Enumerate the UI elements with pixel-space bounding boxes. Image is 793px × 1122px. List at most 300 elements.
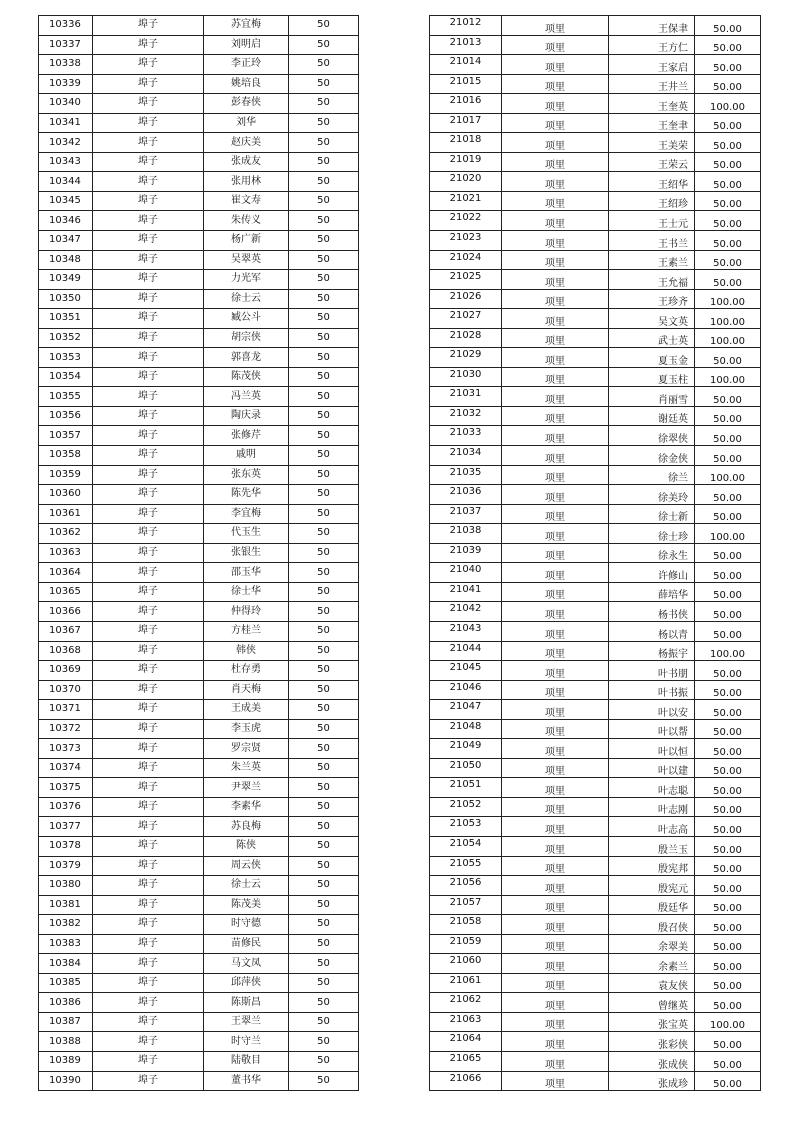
name-cell: 苏良梅: [204, 817, 289, 837]
id-cell: 10337: [39, 35, 93, 55]
id-cell: 10382: [39, 915, 93, 935]
amount-cell: 50.00: [695, 993, 761, 1013]
village-cell: 埠子: [93, 35, 204, 55]
village-cell: 项里: [502, 94, 609, 114]
id-cell: 21060: [430, 954, 502, 974]
amount-cell: 50: [289, 954, 359, 974]
amount-cell: 50: [289, 465, 359, 485]
right-roster-table: [429, 15, 761, 1091]
table-row: [39, 973, 359, 993]
amount-cell: 50.00: [695, 406, 761, 426]
village-cell: 项里: [502, 641, 609, 661]
id-cell: 21026: [430, 289, 502, 309]
name-cell: 杨广新: [204, 231, 289, 251]
table-row: [430, 661, 761, 681]
name-cell: 彭春侠: [204, 94, 289, 114]
amount-cell: 50.00: [695, 16, 761, 36]
village-cell: 埠子: [93, 739, 204, 759]
id-cell: 10367: [39, 621, 93, 641]
table-row: [430, 191, 761, 211]
name-cell: 苏宜梅: [204, 16, 289, 36]
table-row: [430, 1071, 761, 1091]
village-cell: 埠子: [93, 895, 204, 915]
name-cell: 陈茂侠: [204, 367, 289, 387]
name-cell: 徐金侠: [609, 446, 695, 466]
amount-cell: 50: [289, 1032, 359, 1052]
village-cell: 埠子: [93, 543, 204, 563]
id-cell: 10373: [39, 739, 93, 759]
table-row: [39, 191, 359, 211]
name-cell: 张东英: [204, 465, 289, 485]
name-cell: 陈侠: [204, 836, 289, 856]
amount-cell: 50: [289, 602, 359, 622]
village-cell: 项里: [502, 1012, 609, 1032]
name-cell: 仲得玲: [204, 602, 289, 622]
name-cell: 徐士珍: [609, 524, 695, 544]
name-cell: 曾继英: [609, 993, 695, 1013]
table-row: [430, 406, 761, 426]
village-cell: 埠子: [93, 1071, 204, 1091]
id-cell: 10383: [39, 934, 93, 954]
id-cell: 10343: [39, 152, 93, 172]
id-cell: 21036: [430, 485, 502, 505]
table-row: [430, 836, 761, 856]
amount-cell: 50: [289, 661, 359, 681]
id-cell: 10336: [39, 16, 93, 36]
amount-cell: 50.00: [695, 504, 761, 524]
table-row: [430, 74, 761, 94]
village-cell: 项里: [502, 836, 609, 856]
village-cell: 埠子: [93, 661, 204, 681]
name-cell: 殷召侠: [609, 915, 695, 935]
table-row: [39, 1051, 359, 1071]
village-cell: 埠子: [93, 876, 204, 896]
id-cell: 10338: [39, 55, 93, 75]
id-cell: 21050: [430, 758, 502, 778]
id-cell: 10362: [39, 524, 93, 544]
table-row: [39, 270, 359, 290]
name-cell: 代玉生: [204, 524, 289, 544]
amount-cell: 50: [289, 582, 359, 602]
amount-cell: 100.00: [695, 309, 761, 329]
village-cell: 项里: [502, 954, 609, 974]
village-cell: 项里: [502, 328, 609, 348]
id-cell: 21042: [430, 602, 502, 622]
name-cell: 王书兰: [609, 231, 695, 251]
name-cell: 李玉虎: [204, 719, 289, 739]
amount-cell: 50: [289, 348, 359, 368]
id-cell: 10374: [39, 758, 93, 778]
amount-cell: 50.00: [695, 700, 761, 720]
name-cell: 叶志刚: [609, 797, 695, 817]
village-cell: 埠子: [93, 250, 204, 270]
id-cell: 21029: [430, 348, 502, 368]
amount-cell: 50.00: [695, 1051, 761, 1071]
name-cell: 徐士华: [204, 582, 289, 602]
table-row: [430, 778, 761, 798]
amount-cell: 50: [289, 289, 359, 309]
table-row: [430, 367, 761, 387]
name-cell: 余翠美: [609, 934, 695, 954]
table-row: [39, 133, 359, 153]
id-cell: 10339: [39, 74, 93, 94]
name-cell: 叶以建: [609, 758, 695, 778]
name-cell: 张成友: [204, 152, 289, 172]
village-cell: 埠子: [93, 915, 204, 935]
amount-cell: 50.00: [695, 876, 761, 896]
name-cell: 杜存勇: [204, 661, 289, 681]
amount-cell: 50.00: [695, 35, 761, 55]
village-cell: 埠子: [93, 934, 204, 954]
id-cell: 10349: [39, 270, 93, 290]
amount-cell: 50: [289, 1012, 359, 1032]
name-cell: 韩侠: [204, 641, 289, 661]
name-cell: 张银生: [204, 543, 289, 563]
table-row: [430, 152, 761, 172]
amount-cell: 50: [289, 680, 359, 700]
name-cell: 张成侠: [609, 1051, 695, 1071]
amount-cell: 50.00: [695, 250, 761, 270]
village-cell: 项里: [502, 1071, 609, 1091]
table-row: [39, 797, 359, 817]
table-row: [39, 778, 359, 798]
village-cell: 埠子: [93, 406, 204, 426]
name-cell: 戚明: [204, 446, 289, 466]
amount-cell: 50: [289, 1071, 359, 1091]
village-cell: 埠子: [93, 348, 204, 368]
id-cell: 21027: [430, 309, 502, 329]
amount-cell: 100.00: [695, 641, 761, 661]
table-row: [430, 231, 761, 251]
village-cell: 项里: [502, 387, 609, 407]
name-cell: 马文凤: [204, 954, 289, 974]
name-cell: 邱萍侠: [204, 973, 289, 993]
village-cell: 项里: [502, 35, 609, 55]
table-row: [39, 661, 359, 681]
table-row: [39, 55, 359, 75]
name-cell: 陈茂美: [204, 895, 289, 915]
table-row: [430, 172, 761, 192]
amount-cell: 50: [289, 1051, 359, 1071]
id-cell: 10345: [39, 191, 93, 211]
amount-cell: 50: [289, 621, 359, 641]
name-cell: 冯兰英: [204, 387, 289, 407]
id-cell: 10344: [39, 172, 93, 192]
table-row: [430, 915, 761, 935]
table-row: [39, 211, 359, 231]
id-cell: 10352: [39, 328, 93, 348]
id-cell: 21035: [430, 465, 502, 485]
amount-cell: 50: [289, 426, 359, 446]
id-cell: 21016: [430, 94, 502, 114]
id-cell: 21048: [430, 719, 502, 739]
table-row: [39, 1012, 359, 1032]
village-cell: 埠子: [93, 954, 204, 974]
amount-cell: 50.00: [695, 387, 761, 407]
id-cell: 21041: [430, 582, 502, 602]
amount-cell: 50: [289, 876, 359, 896]
table-row: [39, 934, 359, 954]
table-row: [430, 250, 761, 270]
amount-cell: 50: [289, 328, 359, 348]
amount-cell: 50.00: [695, 348, 761, 368]
name-cell: 殷兰玉: [609, 836, 695, 856]
village-cell: 项里: [502, 231, 609, 251]
name-cell: 王士元: [609, 211, 695, 231]
name-cell: 叶书朋: [609, 661, 695, 681]
id-cell: 10341: [39, 113, 93, 133]
table-row: [39, 563, 359, 583]
name-cell: 叶志高: [609, 817, 695, 837]
amount-cell: 50: [289, 485, 359, 505]
id-cell: 10358: [39, 446, 93, 466]
amount-cell: 50.00: [695, 602, 761, 622]
table-row: [430, 309, 761, 329]
id-cell: 21057: [430, 895, 502, 915]
id-cell: 21049: [430, 739, 502, 759]
table-row: [430, 739, 761, 759]
id-cell: 10368: [39, 641, 93, 661]
table-row: [39, 446, 359, 466]
name-cell: 张用林: [204, 172, 289, 192]
village-cell: 埠子: [93, 719, 204, 739]
table-row: [430, 856, 761, 876]
id-cell: 10372: [39, 719, 93, 739]
amount-cell: 50.00: [695, 739, 761, 759]
left-table-body: [39, 16, 359, 1091]
amount-cell: 50.00: [695, 797, 761, 817]
name-cell: 吴翠英: [204, 250, 289, 270]
id-cell: 21066: [430, 1071, 502, 1091]
village-cell: 项里: [502, 876, 609, 896]
name-cell: 余素兰: [609, 954, 695, 974]
amount-cell: 50.00: [695, 563, 761, 583]
name-cell: 徐美玲: [609, 485, 695, 505]
amount-cell: 50.00: [695, 211, 761, 231]
village-cell: 埠子: [93, 367, 204, 387]
village-cell: 埠子: [93, 856, 204, 876]
village-cell: 项里: [502, 915, 609, 935]
id-cell: 21062: [430, 993, 502, 1013]
village-cell: 项里: [502, 152, 609, 172]
name-cell: 陶庆录: [204, 406, 289, 426]
amount-cell: 50.00: [695, 133, 761, 153]
village-cell: 项里: [502, 1051, 609, 1071]
id-cell: 21055: [430, 856, 502, 876]
id-cell: 10359: [39, 465, 93, 485]
table-row: [39, 465, 359, 485]
name-cell: 杨以青: [609, 621, 695, 641]
village-cell: 项里: [502, 797, 609, 817]
name-cell: 李素华: [204, 797, 289, 817]
table-row: [39, 289, 359, 309]
id-cell: 21061: [430, 973, 502, 993]
name-cell: 时守德: [204, 915, 289, 935]
name-cell: 李正玲: [204, 55, 289, 75]
id-cell: 10379: [39, 856, 93, 876]
name-cell: 叶以帮: [609, 719, 695, 739]
amount-cell: 50: [289, 895, 359, 915]
table-row: [430, 1012, 761, 1032]
village-cell: 项里: [502, 680, 609, 700]
village-cell: 项里: [502, 270, 609, 290]
table-row: [39, 35, 359, 55]
amount-cell: 50: [289, 55, 359, 75]
id-cell: 21037: [430, 504, 502, 524]
id-cell: 10390: [39, 1071, 93, 1091]
village-cell: 埠子: [93, 524, 204, 544]
name-cell: 王井兰: [609, 74, 695, 94]
amount-cell: 50.00: [695, 231, 761, 251]
amount-cell: 50.00: [695, 954, 761, 974]
id-cell: 21065: [430, 1051, 502, 1071]
amount-cell: 50: [289, 739, 359, 759]
amount-cell: 50: [289, 133, 359, 153]
village-cell: 项里: [502, 621, 609, 641]
village-cell: 埠子: [93, 836, 204, 856]
table-row: [39, 739, 359, 759]
id-cell: 10377: [39, 817, 93, 837]
id-cell: 10346: [39, 211, 93, 231]
id-cell: 10381: [39, 895, 93, 915]
amount-cell: 50.00: [695, 915, 761, 935]
village-cell: 埠子: [93, 641, 204, 661]
name-cell: 王翠兰: [204, 1012, 289, 1032]
id-cell: 10360: [39, 485, 93, 505]
village-cell: 项里: [502, 250, 609, 270]
name-cell: 方桂兰: [204, 621, 289, 641]
village-cell: 埠子: [93, 680, 204, 700]
amount-cell: 100.00: [695, 524, 761, 544]
name-cell: 王保聿: [609, 16, 695, 36]
id-cell: 10340: [39, 94, 93, 114]
name-cell: 王珍齐: [609, 289, 695, 309]
table-row: [430, 543, 761, 563]
name-cell: 陈先华: [204, 485, 289, 505]
table-row: [430, 387, 761, 407]
name-cell: 刘明启: [204, 35, 289, 55]
amount-cell: 50: [289, 367, 359, 387]
id-cell: 21033: [430, 426, 502, 446]
village-cell: 埠子: [93, 172, 204, 192]
amount-cell: 50.00: [695, 1032, 761, 1052]
name-cell: 朱传义: [204, 211, 289, 231]
id-cell: 10348: [39, 250, 93, 270]
table-row: [430, 465, 761, 485]
amount-cell: 50.00: [695, 74, 761, 94]
right-table-body: [430, 16, 761, 1091]
table-row: [430, 680, 761, 700]
amount-cell: 50: [289, 856, 359, 876]
table-row: [430, 504, 761, 524]
table-row: [39, 231, 359, 251]
table-row: [39, 16, 359, 36]
amount-cell: 50: [289, 758, 359, 778]
id-cell: 10342: [39, 133, 93, 153]
table-row: [39, 876, 359, 896]
id-cell: 21032: [430, 406, 502, 426]
name-cell: 徐永生: [609, 543, 695, 563]
table-row: [430, 16, 761, 36]
id-cell: 21030: [430, 367, 502, 387]
table-row: [430, 289, 761, 309]
name-cell: 李宜梅: [204, 504, 289, 524]
table-row: [39, 543, 359, 563]
table-row: [430, 35, 761, 55]
id-cell: 21034: [430, 446, 502, 466]
id-cell: 10351: [39, 309, 93, 329]
amount-cell: 50.00: [695, 934, 761, 954]
table-row: [39, 113, 359, 133]
id-cell: 21039: [430, 543, 502, 563]
village-cell: 项里: [502, 973, 609, 993]
village-cell: 项里: [502, 895, 609, 915]
id-cell: 21046: [430, 680, 502, 700]
amount-cell: 50: [289, 563, 359, 583]
table-row: [430, 113, 761, 133]
id-cell: 10361: [39, 504, 93, 524]
village-cell: 埠子: [93, 231, 204, 251]
amount-cell: 50.00: [695, 1071, 761, 1091]
amount-cell: 50: [289, 94, 359, 114]
amount-cell: 50: [289, 817, 359, 837]
village-cell: 项里: [502, 113, 609, 133]
table-row: [430, 524, 761, 544]
id-cell: 10364: [39, 563, 93, 583]
table-row: [39, 641, 359, 661]
id-cell: 21053: [430, 817, 502, 837]
table-row: [39, 328, 359, 348]
village-cell: 项里: [502, 55, 609, 75]
table-row: [430, 973, 761, 993]
amount-cell: 50.00: [695, 621, 761, 641]
amount-cell: 50: [289, 973, 359, 993]
table-row: [430, 700, 761, 720]
table-row: [39, 621, 359, 641]
name-cell: 苗修民: [204, 934, 289, 954]
name-cell: 尹翠兰: [204, 778, 289, 798]
table-row: [39, 367, 359, 387]
name-cell: 叶以恒: [609, 739, 695, 759]
amount-cell: 50: [289, 152, 359, 172]
village-cell: 项里: [502, 74, 609, 94]
village-cell: 埠子: [93, 113, 204, 133]
name-cell: 徐士云: [204, 876, 289, 896]
table-row: [430, 563, 761, 583]
amount-cell: 50.00: [695, 485, 761, 505]
amount-cell: 50.00: [695, 152, 761, 172]
id-cell: 10385: [39, 973, 93, 993]
amount-cell: 50: [289, 309, 359, 329]
amount-cell: 50: [289, 35, 359, 55]
name-cell: 张宝英: [609, 1012, 695, 1032]
village-cell: 项里: [502, 446, 609, 466]
table-row: [39, 915, 359, 935]
village-cell: 埠子: [93, 621, 204, 641]
id-cell: 21043: [430, 621, 502, 641]
amount-cell: 50.00: [695, 836, 761, 856]
amount-cell: 50: [289, 211, 359, 231]
amount-cell: 50.00: [695, 582, 761, 602]
amount-cell: 50.00: [695, 426, 761, 446]
amount-cell: 50.00: [695, 55, 761, 75]
id-cell: 21020: [430, 172, 502, 192]
village-cell: 埠子: [93, 446, 204, 466]
amount-cell: 50: [289, 524, 359, 544]
id-cell: 10387: [39, 1012, 93, 1032]
id-cell: 10378: [39, 836, 93, 856]
id-cell: 10380: [39, 876, 93, 896]
